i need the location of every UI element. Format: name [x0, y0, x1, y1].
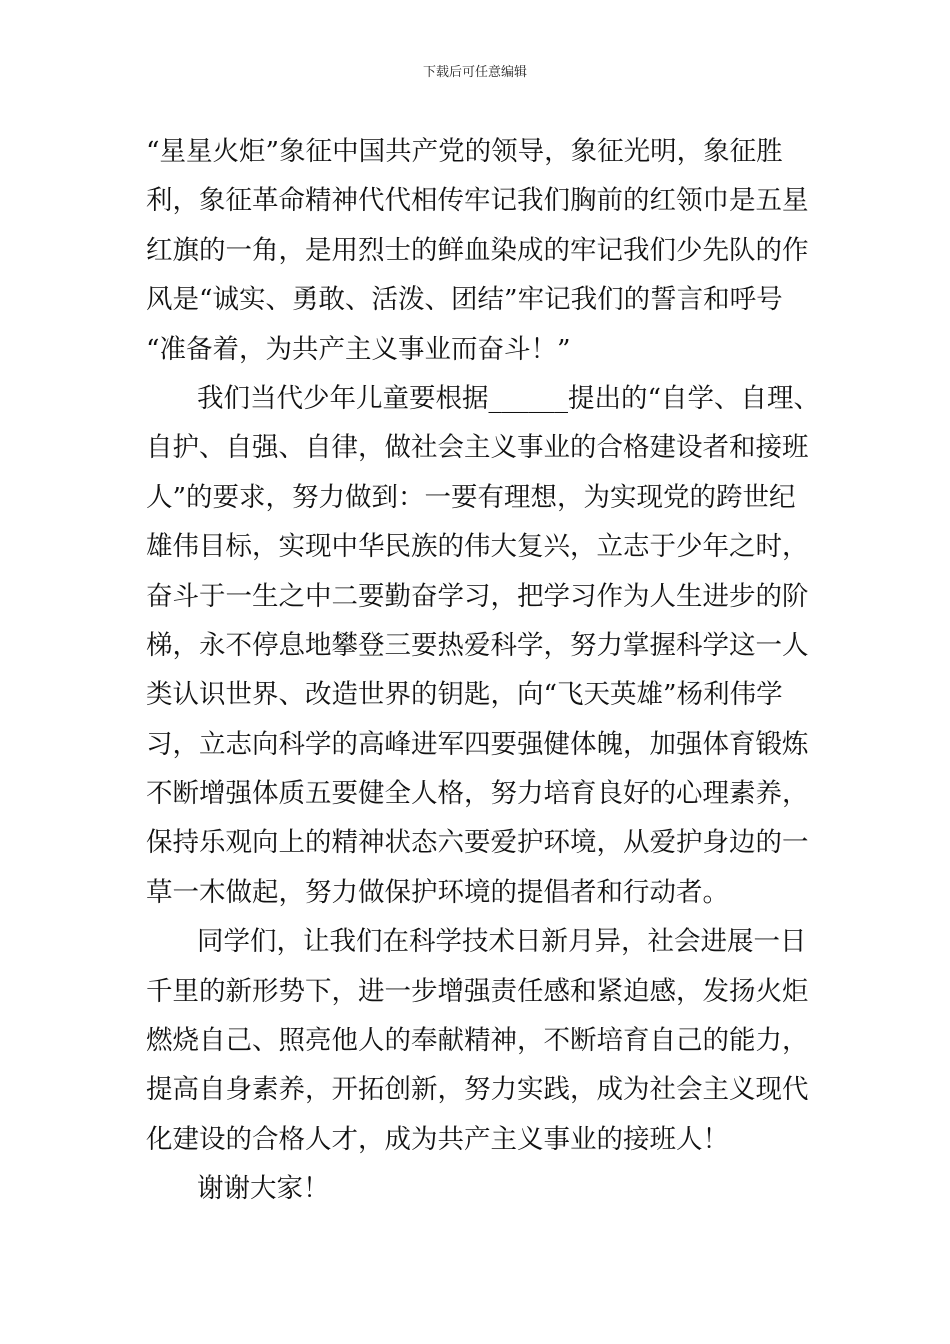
- text-line: 不断增强体质五要健全人格，努力培育良好的心理素养，: [146, 778, 809, 810]
- text-line: 雄伟目标，实现中华民族的伟大复兴，立志于少年之时，: [146, 531, 809, 563]
- text-line: 梯，永不停息地攀登三要热爱科学，努力掌握科学这一人: [146, 629, 809, 661]
- text-line: 红旗的一角，是用烈士的鲜血染成的牢记我们少先队的作: [146, 234, 809, 266]
- paragraph-start-line: 同学们，让我们在科学技术日新月异，社会进展一日: [197, 926, 807, 958]
- text-line: 风是“诚实、勇敢、活泼、团结”牢记我们的誓言和呼号: [146, 284, 783, 316]
- text-line: “星星火炬”象征中国共产党的领导，象征光明，象征胜: [146, 136, 783, 167]
- text-line: 燃烧自己、照亮他人的奉献精神，不断培育自己的能力，: [146, 1025, 809, 1057]
- text-line: 草一木做起，努力做保护环境的提倡者和行动者。: [146, 876, 729, 908]
- closing-line: 谢谢大家！: [197, 1173, 330, 1205]
- paragraph-start-line: 我们当代少年儿童要根据______提出的“自学、自理、: [197, 382, 821, 414]
- document-body: [146, 127, 821, 1214]
- page-header: 下载后可任意编辑: [422, 65, 527, 80]
- text-line: 千里的新形势下，进一步增强责任感和紧迫感，发扬火炬: [146, 975, 809, 1007]
- text-line: “准备着，为共产主义事业而奋斗！”: [146, 333, 571, 365]
- text-line: 化建设的合格人才，成为共产主义事业的接班人！: [146, 1123, 729, 1155]
- text-line: 自护、自强、自律，做社会主义事业的合格建设者和接班: [146, 432, 809, 464]
- text-line: 保持乐观向上的精神状态六要爱护环境，从爱护身边的一: [146, 827, 809, 859]
- text-line: 提高自身素养，开拓创新，努力实践，成为社会主义现代: [146, 1074, 809, 1106]
- text-line: 类认识世界、改造世界的钥匙，向“飞天英雄”杨利伟学: [146, 679, 783, 711]
- text-line: 奋斗于一生之中二要勤奋学习，把学习作为人生进步的阶: [146, 580, 809, 612]
- text-line: 人”的要求，努力做到：一要有理想，为实现党的跨世纪: [146, 481, 796, 513]
- text-line: 习，立志向科学的高峰进军四要强健体魄，加强体育锻炼: [146, 728, 809, 760]
- text-line: 利，象征革命精神代代相传牢记我们胸前的红领巾是五星: [146, 185, 809, 217]
